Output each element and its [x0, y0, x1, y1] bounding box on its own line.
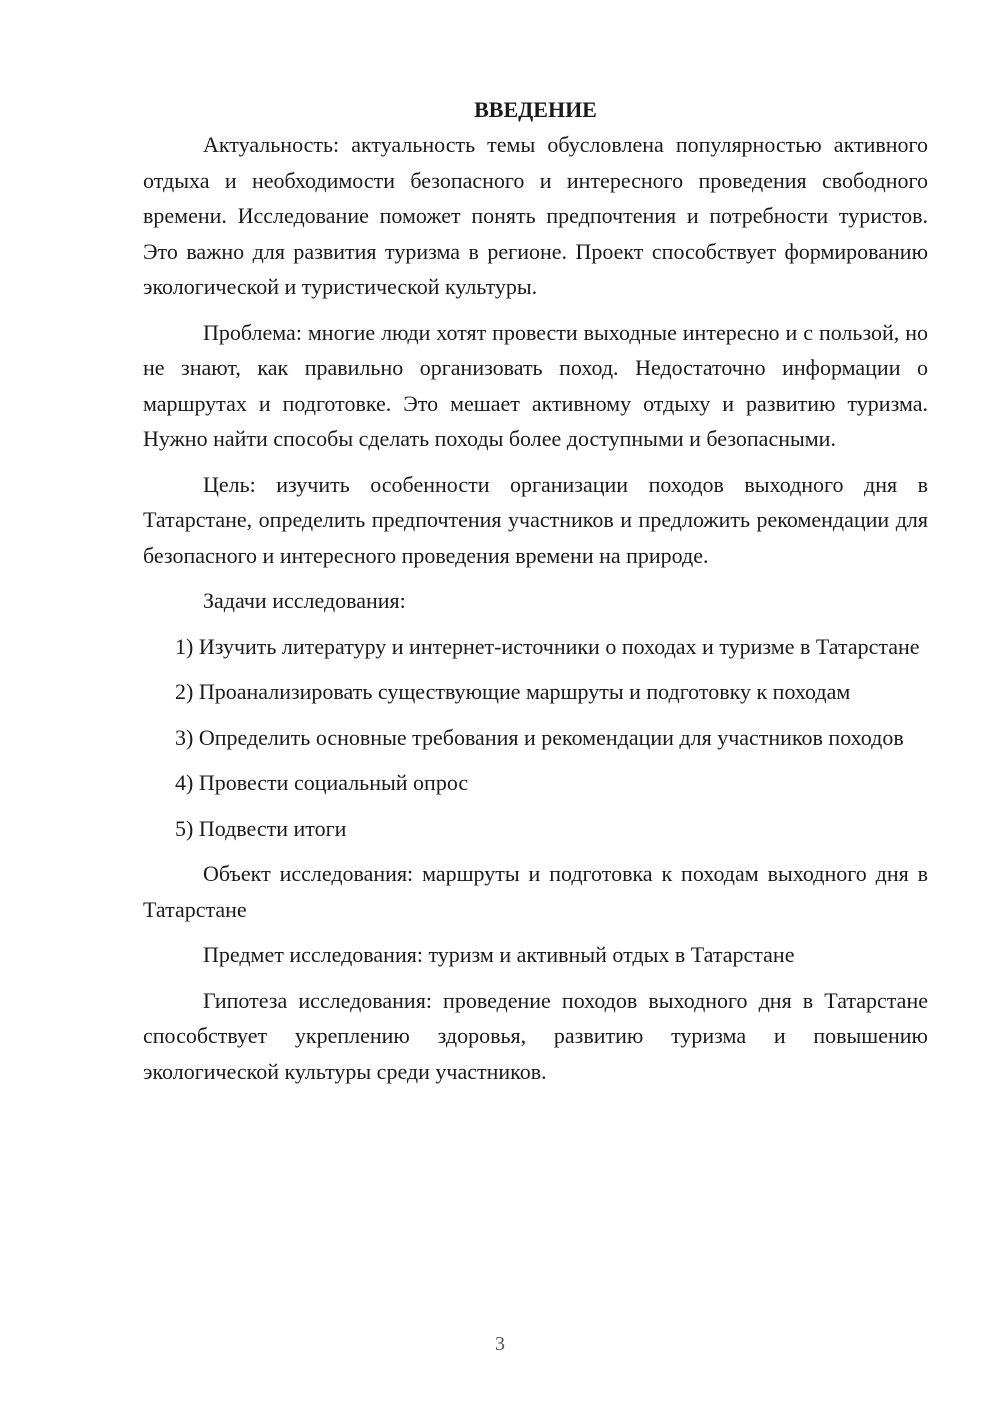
paragraph-problem: Проблема: многие люди хотят провести выходные интересно и с пользой, но не знают, как правильно организовать поход. Недостаточно информации о маршрутах и подготовке. Это мешает активному отдыху и развитию туризма. Нужно найти способы сделать походы более доступными и безопасными.: [143, 319, 928, 451]
task-item: 2) Проанализировать существующие маршруты и подготовку к походам: [175, 679, 851, 704]
paragraph-subject: Предмет исследования: туризм и активный отдых в Татарстане: [203, 942, 795, 967]
page-number: 3: [495, 1333, 505, 1355]
paragraph-hypothesis: Гипотеза исследования: проведение походов выходного дня в Татарстане способствует укреплению здоровья, развитию туризма и повышению экологической культуры среди участников.: [143, 987, 928, 1084]
task-item: 1) Изучить литературу и интернет-источники о походах и туризме в Татарстане: [175, 633, 920, 659]
document-page: [143, 92, 928, 1099]
paragraph-relevance: Актуальность: актуальность темы обусловлена популярностью активного отдыха и необходимости безопасного и интересного проведения свободного времени. Исследование поможет понять предпочтения и потребности туристов. Это важно для развития туризма в регионе. Проект способствует формированию экологической и туристической культуры.: [143, 132, 928, 299]
task-item: 3) Определить основные требования и рекомендации для участников походов: [175, 724, 904, 750]
task-item: 5) Подвести итоги: [175, 815, 347, 841]
section-title: ВВЕДЕНИЕ: [474, 97, 597, 122]
paragraph-object: Объект исследования: маршруты и подготовка к походам выходного дня в Татарстане: [143, 861, 928, 922]
paragraph-goal: Цель: изучить особенности организации походов выходного дня в Татарстане, определить предпочтения участников и предложить рекомендации для безопасного и интересного проведения времени на природе.: [143, 471, 928, 568]
task-item: 4) Провести социальный опрос: [175, 770, 469, 795]
paragraph-tasks-heading: Задачи исследования:: [203, 588, 406, 613]
